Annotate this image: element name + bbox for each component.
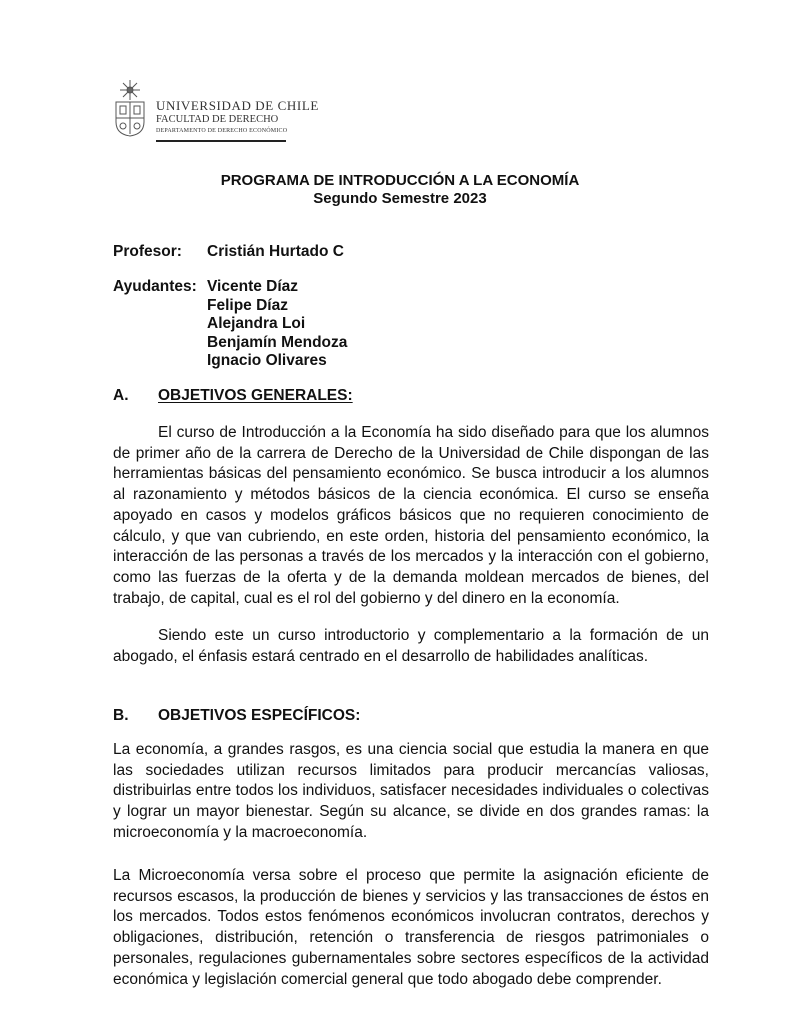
ayudante-name: Vicente Díaz <box>207 278 299 295</box>
ayudante-name: Alejandra Loi <box>207 315 306 332</box>
profesor-label: Profesor: <box>113 243 182 260</box>
department-name: DEPARTAMENTO DE DERECHO ECONÓMICO <box>156 128 288 134</box>
section-b-title: OBJETIVOS ESPECÍFICOS: <box>158 707 361 724</box>
university-logo <box>112 78 319 142</box>
section-b-paragraph-2: La Microeconomía versa sobre el proceso que permite la asignación eficiente de recursos escasos, la producción de bienes y servicios y las transacciones de éstos en los mercados. Todos estos fenómenos económicos involucran contratos, derechos y obligaciones, distribución, retención o transferencia de riesgos patrimoniales o personales, regulaciones gubernamentales sobre sectores específicos de la actividad económica y legislación comercial general que todo abogado debe comprender. <box>113 867 709 988</box>
section-a-title: OBJETIVOS GENERALES: <box>158 387 353 404</box>
university-seal-icon <box>112 78 148 138</box>
university-name: UNIVERSIDAD DE CHILE <box>156 98 319 113</box>
ayudantes-list <box>207 278 347 371</box>
logo-divider <box>156 140 286 142</box>
ayudante-name: Benjamín Mendoza <box>207 333 348 351</box>
ayudantes-label: Ayudantes: <box>113 278 197 295</box>
faculty-name: FACULTAD DE DERECHO <box>156 114 279 125</box>
program-title: PROGRAMA DE INTRODUCCIÓN A LA ECONOMÍA <box>220 172 580 189</box>
ayudante-name: Ignacio Olivares <box>207 352 327 369</box>
profesor-name: Cristián Hurtado C <box>207 243 344 260</box>
section-a-paragraph-2: Siendo este un curso introductorio y complementario a la formación de un abogado, el énfasis estará centrado en el desarrollo de habilidades analíticas. <box>113 627 709 665</box>
section-a-paragraph-1: El curso de Introducción a la Economía ha sido diseñado para que los alumnos de primer año de la carrera de Derecho de la Universidad de Chile dispongan de las herramientas básicas del pensamiento económico. Se busca introducir a los alumnos al razonamiento y métodos básicos de la ciencia económica. El curso se enseña apoyado en casos y modelos gráficos básicos que no requieren conocimiento de cálculo, y que van cubriendo, en este orden, historia del pensamiento económico, la interacción de las personas a través de los mercados y la interacción con el gobierno, como las fuerzas de la oferta y de la demanda moldean mercados de bienes, del trabajo, de capital, cual es el rol del gobierno y del dinero en la economía. <box>113 424 709 607</box>
section-b-paragraph-1: La economía, a grandes rasgos, es una ciencia social que estudia la manera en que las sociedades utilizan recursos limitados para producir mercancías valiosas, distribuirlas entre todos los individuos, satisfacer necesidades individuales o colectivas y lograr un mayor bienestar. Según su alcance, se divide en dos grandes ramas: la microeconomía y la macroeconomía. <box>113 741 709 841</box>
semester-title: Segundo Semestre 2023 <box>313 190 487 207</box>
section-a-letter: A. <box>113 387 129 404</box>
section-b-letter: B. <box>113 707 129 724</box>
ayudante-name: Felipe Díaz <box>207 296 288 314</box>
